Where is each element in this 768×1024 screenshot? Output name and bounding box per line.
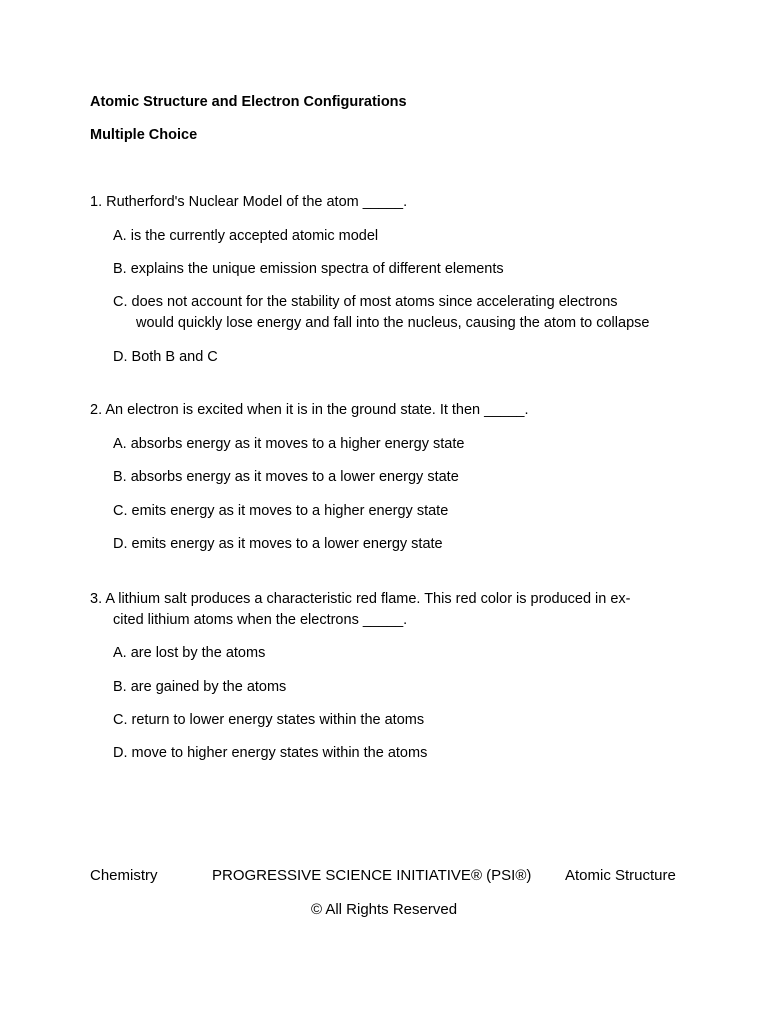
footer-subject: Chemistry xyxy=(90,867,158,884)
answer-option-a: A. absorbs energy as it moves to a higher energy state xyxy=(113,436,465,452)
answer-option-a: A. are lost by the atoms xyxy=(113,645,266,661)
question-stem-continued: cited lithium atoms when the electrons _____. xyxy=(113,612,408,628)
footer-copyright: © All Rights Reserved xyxy=(310,901,458,918)
answer-option-b: B. are gained by the atoms xyxy=(113,679,287,695)
footer-unit: Atomic Structure xyxy=(565,867,676,884)
question-stem: 1. Rutherford's Nuclear Model of the atom _____. xyxy=(90,194,408,210)
answer-option-d: D. Both B and C xyxy=(113,349,218,365)
answer-option-c: C. return to lower energy states within the atoms xyxy=(113,712,425,728)
answer-option-b: B. explains the unique emission spectra of different elements xyxy=(113,261,504,277)
document-title: Atomic Structure and Electron Configurations xyxy=(90,94,407,110)
answer-option-line: would quickly lose energy and fall into the nucleus, causing the atom to collapse xyxy=(136,315,650,331)
footer-publisher: PROGRESSIVE SCIENCE INITIATIVE® (PSI®) xyxy=(212,867,532,884)
answer-option-c: C. emits energy as it moves to a higher energy state xyxy=(113,503,449,519)
answer-option-d: D. emits energy as it moves to a lower energy state xyxy=(113,536,443,552)
question-stem: 2. An electron is excited when it is in the ground state. It then _____. xyxy=(90,402,529,418)
answer-option-b: B. absorbs energy as it moves to a lower energy state xyxy=(113,469,459,485)
question-stem: 3. A lithium salt produces a characteristic red flame. This red color is produced in ex- xyxy=(90,591,631,607)
answer-option-line: C. does not account for the stability of most atoms since accelerating electrons xyxy=(113,294,618,310)
answer-option-a: A. is the currently accepted atomic model xyxy=(113,228,379,244)
answer-option-d: D. move to higher energy states within the atoms xyxy=(113,745,428,761)
section-title: Multiple Choice xyxy=(90,127,198,143)
